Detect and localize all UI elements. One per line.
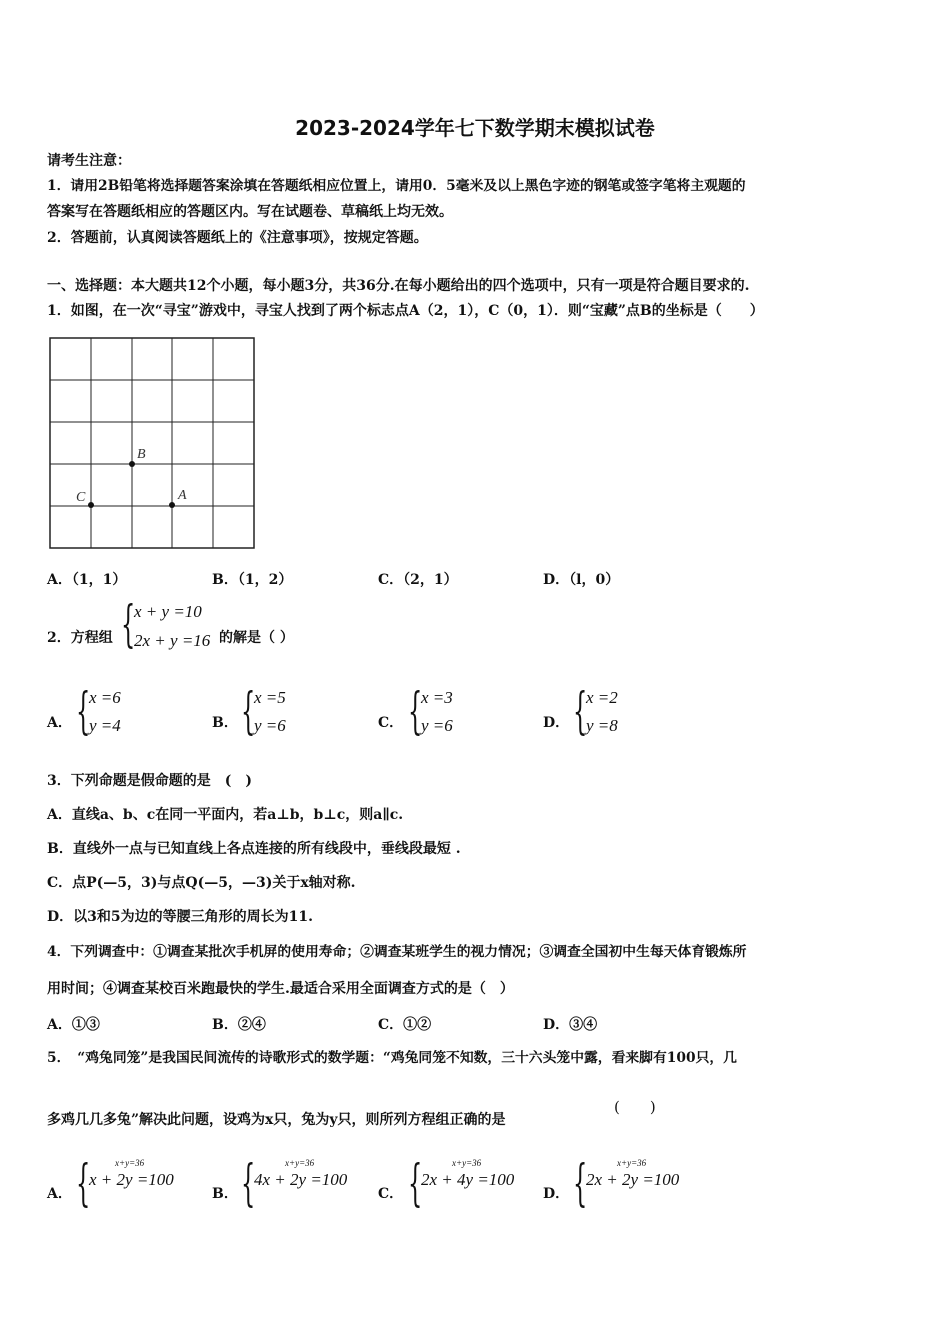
q3-stem: 3．下列命题是假命题的是 ( )	[47, 773, 252, 789]
q5-option-c-brace: {	[408, 1154, 423, 1212]
q5-stem-line2: 多鸡几几多兔”解决此问题，设鸡为x只，兔为y只，则所列方程组正确的是	[47, 1112, 506, 1128]
notice-line-2: 2．答题前，认真阅读答题纸上的《注意事项》，按规定答题。	[47, 230, 428, 246]
point-b-label: B	[137, 447, 146, 462]
q1-option-d: D．（l，0）	[543, 572, 620, 588]
q4-option-c: C．①②	[378, 1017, 432, 1033]
q1-grid-figure	[42, 330, 262, 556]
q2-option-c-brace: {	[408, 682, 423, 740]
q1-option-a: A．（1，1）	[47, 572, 127, 588]
q2-option-d-line1: x =2	[586, 688, 618, 707]
q4-option-a: A．①③	[47, 1017, 100, 1033]
point-a-label: A	[178, 488, 187, 503]
q2-prefix: 2．方程组	[47, 630, 113, 646]
q2-suffix: 的解是（ ）	[219, 630, 294, 646]
q5-option-b-eq1: x+y=36	[285, 1158, 315, 1168]
q5-option-a-brace: {	[76, 1154, 91, 1212]
point-a-dot	[169, 502, 175, 508]
q3-option-b: B．直线外一点与已知直线上各点连接的所有线段中，垂线段最短 .	[47, 841, 461, 857]
q2-option-a-brace: {	[76, 682, 91, 740]
q2-option-b-line1: x =5	[254, 688, 286, 707]
q5-option-d-brace: {	[573, 1154, 588, 1212]
q5-stem-line1: 5． “鸡兔同笼”是我国民间流传的诗歌形式的数学题：“鸡兔同笼不知数，三十六头笼中露，看来脚有100只，几	[47, 1050, 737, 1066]
q5-option-b-label: B．	[212, 1186, 238, 1202]
section-heading: 一、选择题：本大题共12个小题，每小题3分，共36分.在每小题给出的四个选项中，只有一项是符合题目要求的.	[47, 278, 750, 294]
q2-option-c-line2: y =6	[421, 716, 453, 735]
q2-option-d-label: D．	[543, 715, 570, 731]
q1-option-c: C．（2，1）	[378, 572, 458, 588]
point-c-dot	[88, 502, 94, 508]
q2-equation-1: x + y =10	[134, 602, 202, 621]
q5-option-a-eq2: x + 2y =100	[89, 1170, 174, 1189]
q5-answer-paren: ( )	[614, 1098, 656, 1116]
q5-option-a-eq1: x+y=36	[115, 1158, 145, 1168]
q4-stem-line2: 用时间；④调查某校百米跑最快的学生.最适合采用全面调查方式的是（ ）	[47, 981, 514, 997]
q2-option-a-label: A．	[47, 715, 72, 731]
point-c-label: C	[76, 490, 86, 505]
q5-option-c-eq1: x+y=36	[452, 1158, 482, 1168]
point-b-dot	[129, 461, 135, 467]
notice-line-1b: 答案写在答题纸相应的答题区内。写在试题卷、草稿纸上均无效。	[47, 204, 453, 220]
q3-option-a: A．直线a、b、c在同一平面内，若a⊥b，b⊥c，则a∥c.	[47, 807, 404, 823]
q5-option-c-eq2: 2x + 4y =100	[421, 1170, 515, 1189]
q2-option-b-line2: y =6	[254, 716, 286, 735]
q3-option-d: D．以3和5为边的等腰三角形的周长为11.	[47, 909, 313, 925]
q4-option-d: D．③④	[543, 1017, 598, 1033]
q2-option-c-line1: x =3	[421, 688, 453, 707]
q2-option-a-line1: x =6	[89, 688, 121, 707]
q5-option-d-eq1: x+y=36	[617, 1158, 647, 1168]
q2-option-b-brace: {	[241, 682, 256, 740]
q2-brace: {	[121, 595, 136, 653]
page-title: 2023-2024学年七下数学期末模拟试卷	[295, 116, 655, 140]
q1-option-b: B．（1，2）	[212, 572, 293, 588]
q5-option-a-label: A．	[47, 1186, 72, 1202]
notice-heading: 请考生注意：	[47, 153, 131, 169]
q5-option-b-eq2: 4x + 2y =100	[254, 1170, 348, 1189]
q5-option-b-brace: {	[241, 1154, 256, 1212]
q2-option-d-brace: {	[573, 682, 588, 740]
q2-option-b-label: B．	[212, 715, 238, 731]
q1-stem: 1．如图，在一次“寻宝”游戏中，寻宝人找到了两个标志点A（2，1），C（0，1）．则“宝藏”点B的坐标是（ ）	[47, 303, 764, 319]
q5-option-d-label: D．	[543, 1186, 570, 1202]
q5-option-c-label: C．	[378, 1186, 404, 1202]
q2-equation-2: 2x + y =16	[134, 631, 211, 650]
notice-line-1a: 1．请用2B铅笔将选择题答案涂填在答题纸相应位置上，请用0．5毫米及以上黑色字迹的钢笔或签字笔将主观题的	[47, 178, 746, 194]
q2-option-c-label: C．	[378, 715, 404, 731]
q4-stem-line1: 4．下列调查中：①调查某批次手机屏的使用寿命；②调查某班学生的视力情况；③调查全国初中生每天体育锻炼所	[47, 944, 747, 960]
q2-option-a-line2: y =4	[89, 716, 121, 735]
q3-option-c: C．点P(—5，3)与点Q(—5，—3)关于x轴对称.	[47, 875, 356, 891]
q4-option-b: B．②④	[212, 1017, 266, 1033]
q2-option-d-line2: y =8	[586, 716, 618, 735]
q5-option-d-eq2: 2x + 2y =100	[586, 1170, 680, 1189]
